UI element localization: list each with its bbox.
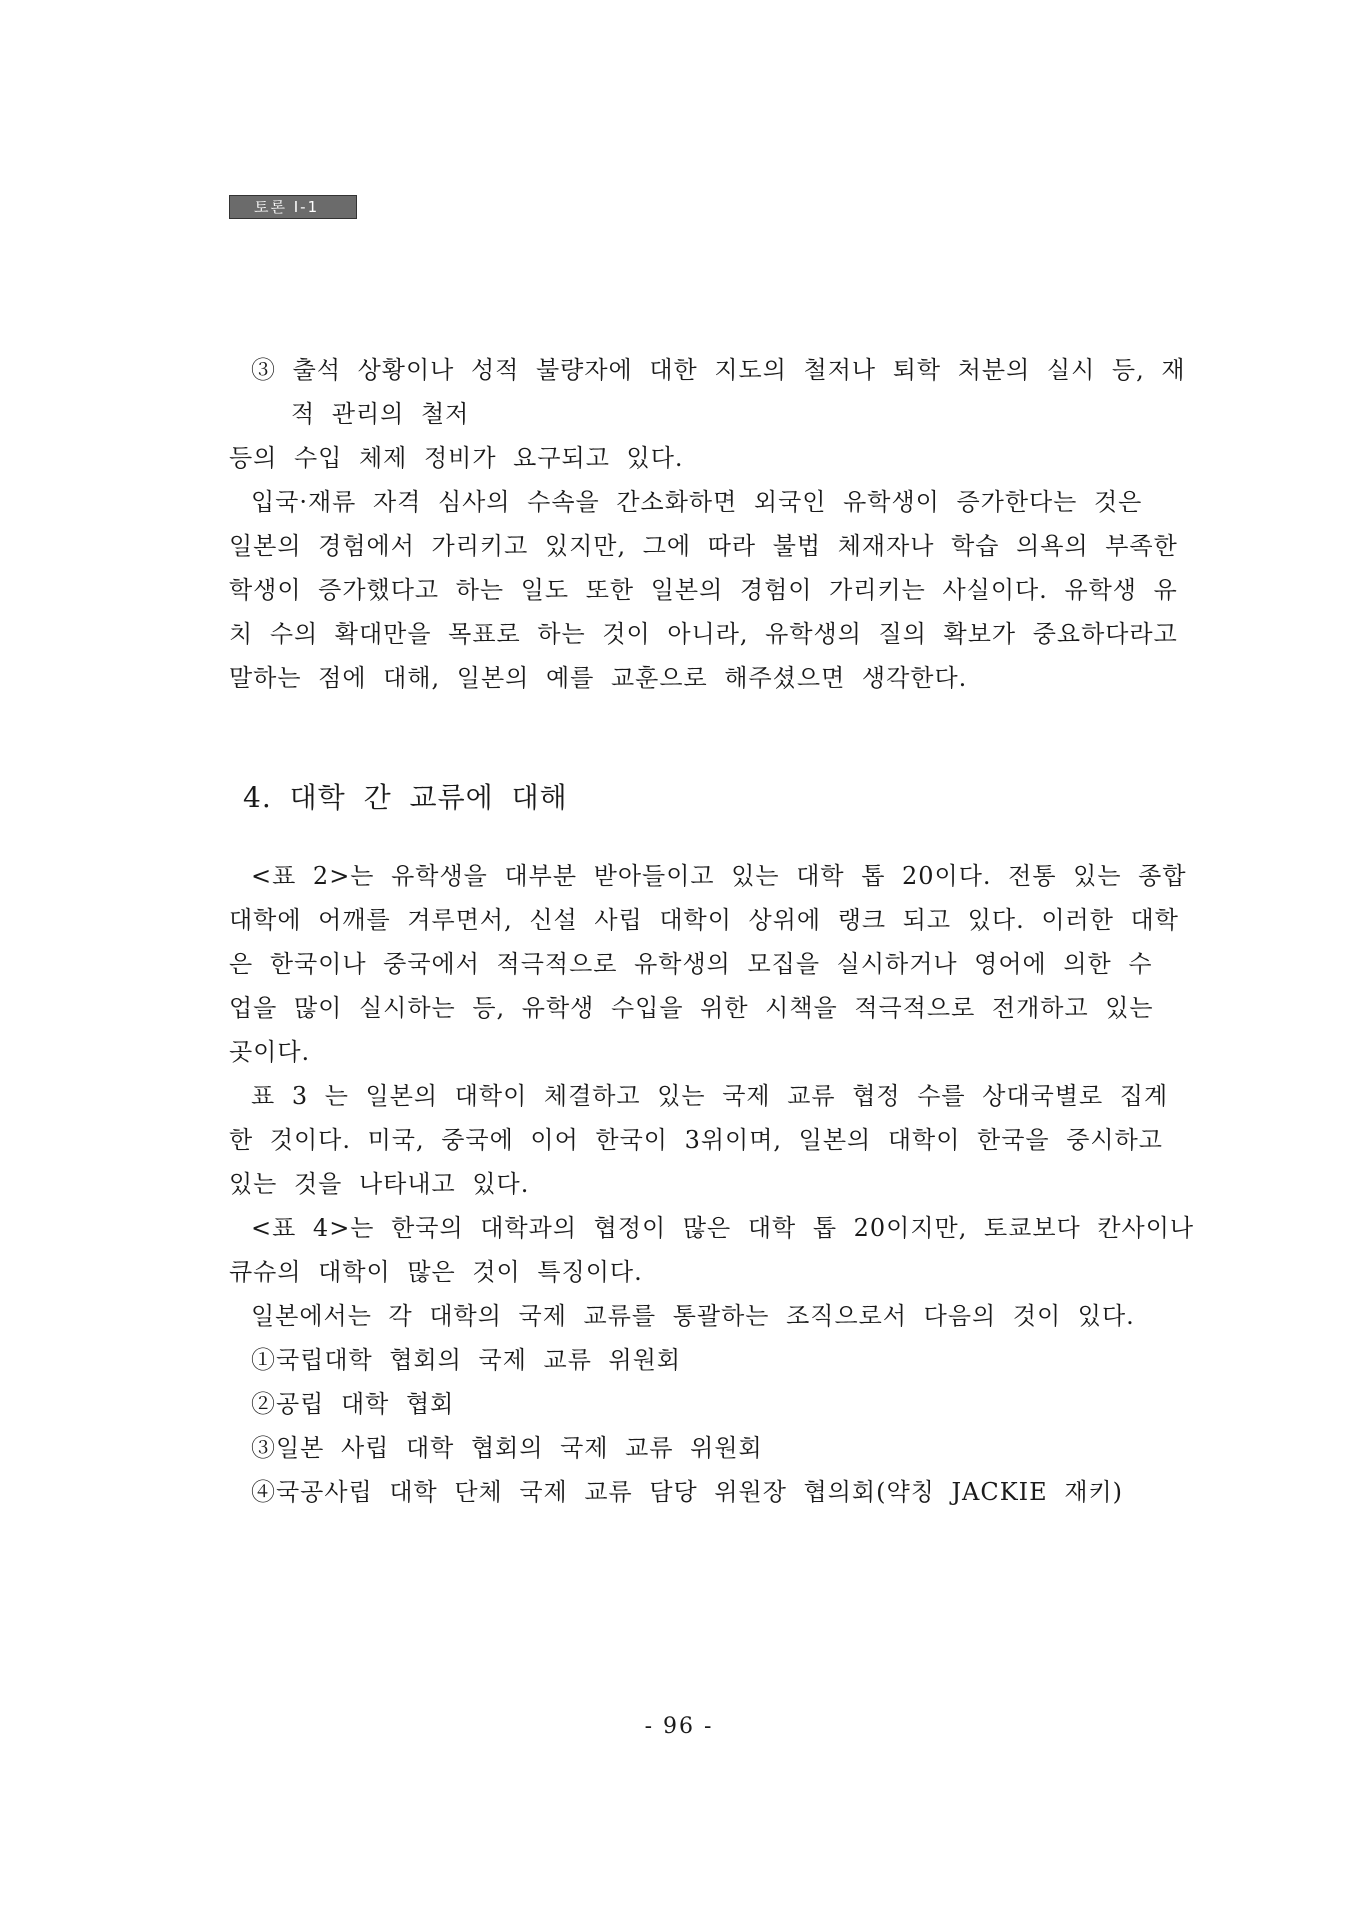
paragraph-line: 적 관리의 철저 bbox=[291, 400, 470, 428]
paragraph-line: 업을 많이 실시하는 등, 유학생 수입을 위한 시책을 적극적으로 전개하고 있는 bbox=[229, 994, 1154, 1022]
paragraph-line: 등의 수입 체제 정비가 요구되고 있다. bbox=[229, 444, 684, 472]
paragraph-line: 일본에서는 각 대학의 국제 교류를 통괄하는 조직으로서 다음의 것이 있다. bbox=[251, 1302, 1135, 1330]
paragraph-line: <표 4>는 한국의 대학과의 협정이 많은 대학 톱 20이지만, 토쿄보다 칸사이나 bbox=[251, 1214, 1195, 1242]
paragraph-line: 대학에 어깨를 겨루면서, 신설 사립 대학이 상위에 랭크 되고 있다. 이러한 대학 bbox=[229, 906, 1179, 934]
paragraph-line: <표 2>는 유학생을 대부분 받아들이고 있는 대학 톱 20이다. 전통 있는 종합 bbox=[251, 862, 1187, 890]
section-heading: 4. 대학 간 교류에 대해 bbox=[243, 781, 568, 814]
paragraph-line: 치 수의 확대만을 목표로 하는 것이 아니라, 유학생의 질의 확보가 중요하다라고 bbox=[229, 620, 1178, 648]
list-item: ③일본 사립 대학 협회의 국제 교류 위원회 bbox=[251, 1434, 763, 1462]
paragraph-line: 은 한국이나 중국에서 적극적으로 유학생의 모집을 실시하거나 영어에 의한 수 bbox=[229, 950, 1153, 978]
paragraph-line: 곳이다. bbox=[229, 1038, 311, 1066]
paragraph-line: 표 3 는 일본의 대학이 체결하고 있는 국제 교류 협정 수를 상대국별로 집계 bbox=[251, 1082, 1169, 1110]
paragraph-line: 입국·재류 자격 심사의 수속을 간소화하면 외국인 유학생이 증가한다는 것은 bbox=[251, 488, 1143, 516]
paragraph-line: 말하는 점에 대해, 일본의 예를 교훈으로 해주셨으면 생각한다. bbox=[229, 664, 968, 692]
paragraph-line: 한 것이다. 미국, 중국에 이어 한국이 3위이며, 일본의 대학이 한국을 중시하고 bbox=[229, 1126, 1163, 1154]
document-body bbox=[229, 348, 1195, 1514]
paragraph-line: ③ 출석 상황이나 성적 불량자에 대한 지도의 철저나 퇴학 처분의 실시 등, 재 bbox=[251, 356, 1186, 384]
paragraph-line: 일본의 경험에서 가리키고 있지만, 그에 따라 불법 체재자나 학습 의욕의 부족한 bbox=[229, 532, 1178, 560]
list-item: ④국공사립 대학 단체 국제 교류 담당 위원장 협의회(약칭 JACKIE 재키) bbox=[251, 1478, 1124, 1506]
section-label-badge: 토론 Ⅰ-1 bbox=[229, 195, 357, 219]
page-number: - 96 - bbox=[644, 1714, 714, 1739]
list-item: ②공립 대학 협회 bbox=[251, 1390, 455, 1418]
list-item: ①국립대학 협회의 국제 교류 위원회 bbox=[251, 1346, 682, 1374]
paragraph-line: 큐슈의 대학이 많은 것이 특징이다. bbox=[229, 1258, 643, 1286]
paragraph-line: 있는 것을 나타내고 있다. bbox=[229, 1170, 530, 1198]
paragraph-line: 학생이 증가했다고 하는 일도 또한 일본의 경험이 가리키는 사실이다. 유학생 유 bbox=[229, 576, 1178, 604]
